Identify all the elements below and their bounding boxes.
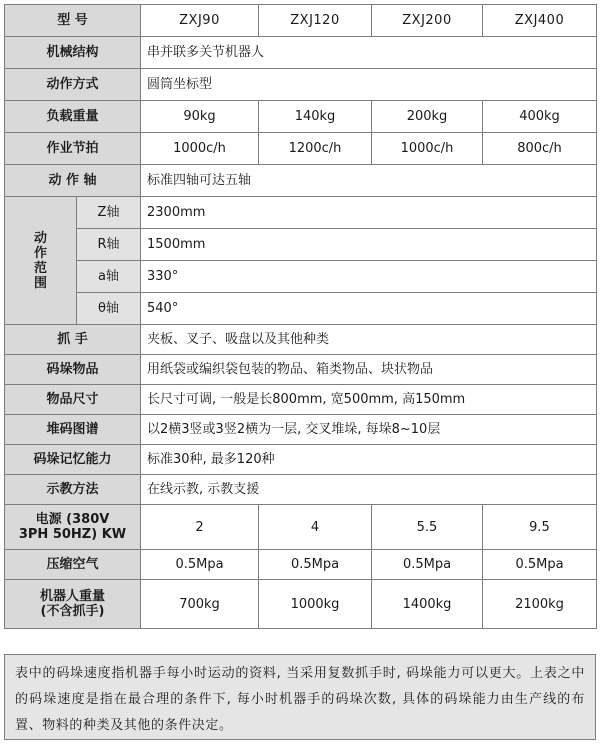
item-size-value: 长尺寸可调, 一般是长800mm, 宽500mm, 高150mm xyxy=(141,385,597,415)
z-axis-label: Z轴 xyxy=(77,197,141,229)
cycle-label: 作业节拍 xyxy=(5,133,141,165)
pattern-label: 堆码图谱 xyxy=(5,415,141,445)
power-label: 电源 (380V 3PH 50HZ) KW xyxy=(5,505,141,550)
payload-row xyxy=(5,101,597,133)
pattern-row xyxy=(5,415,597,445)
gripper-row xyxy=(5,325,597,355)
model-zxj200: ZXJ200 xyxy=(372,5,483,37)
power-row xyxy=(5,505,597,550)
structure-row xyxy=(5,37,597,69)
power-value: 4 xyxy=(259,505,372,550)
power-value: 9.5 xyxy=(483,505,597,550)
cycle-row xyxy=(5,133,597,165)
footnote: 表中的码垛速度指机器手每小时运动的资料, 当采用复数抓手时, 码垛能力可以更大。上表之中的码垛速度是指在最合理的条件下, 每小时机器手的码垛次数, 具体的码垛能力由生产线的布置、物料的种类及其他的条件决定。 xyxy=(4,654,596,740)
range-row xyxy=(5,197,597,229)
a-axis-value: 330° xyxy=(141,261,597,293)
cycle-value: 1200c/h xyxy=(259,133,372,165)
a-axis-label: a轴 xyxy=(77,261,141,293)
motion-mode-label: 动作方式 xyxy=(5,69,141,101)
air-value: 0.5Mpa xyxy=(259,550,372,580)
range-row xyxy=(5,293,597,325)
teaching-row xyxy=(5,475,597,505)
teaching-value: 在线示教, 示教支援 xyxy=(141,475,597,505)
model-label: 型 号 xyxy=(5,5,141,37)
payload-value: 140kg xyxy=(259,101,372,133)
air-value: 0.5Mpa xyxy=(372,550,483,580)
motion-mode-row xyxy=(5,69,597,101)
range-row xyxy=(5,229,597,261)
weight-row xyxy=(5,580,597,629)
model-zxj90: ZXJ90 xyxy=(141,5,259,37)
model-header-row xyxy=(5,5,597,37)
air-row xyxy=(5,550,597,580)
axes-value: 标准四轴可达五轴 xyxy=(141,165,597,197)
gripper-label: 抓 手 xyxy=(5,325,141,355)
axes-row xyxy=(5,165,597,197)
item-size-label: 物品尺寸 xyxy=(5,385,141,415)
memory-label: 码垛记忆能力 xyxy=(5,445,141,475)
air-value: 0.5Mpa xyxy=(141,550,259,580)
model-zxj120: ZXJ120 xyxy=(259,5,372,37)
z-axis-value: 2300mm xyxy=(141,197,597,229)
items-row xyxy=(5,355,597,385)
weight-value: 700kg xyxy=(141,580,259,629)
gripper-value: 夹板、叉子、吸盘以及其他种类 xyxy=(141,325,597,355)
r-axis-label: R轴 xyxy=(77,229,141,261)
axes-label: 动 作 轴 xyxy=(5,165,141,197)
items-label: 码垛物品 xyxy=(5,355,141,385)
theta-axis-label: θ轴 xyxy=(77,293,141,325)
air-label: 压缩空气 xyxy=(5,550,141,580)
memory-value: 标准30种, 最多120种 xyxy=(141,445,597,475)
cycle-value: 1000c/h xyxy=(141,133,259,165)
weight-label: 机器人重量 (不含抓手) xyxy=(5,580,141,629)
cycle-value: 1000c/h xyxy=(372,133,483,165)
r-axis-value: 1500mm xyxy=(141,229,597,261)
payload-value: 90kg xyxy=(141,101,259,133)
motion-range-label: 动 作 范 围 xyxy=(5,197,77,325)
motion-mode-value: 圆筒坐标型 xyxy=(141,69,597,101)
payload-value: 200kg xyxy=(372,101,483,133)
pattern-value: 以2横3竖或3竖2横为一层, 交叉堆垛, 每垛8~10层 xyxy=(141,415,597,445)
item-size-row xyxy=(5,385,597,415)
range-row xyxy=(5,261,597,293)
model-zxj400: ZXJ400 xyxy=(483,5,597,37)
memory-row xyxy=(5,445,597,475)
structure-label: 机械结构 xyxy=(5,37,141,69)
weight-value: 1400kg xyxy=(372,580,483,629)
teaching-label: 示教方法 xyxy=(5,475,141,505)
spec-table xyxy=(4,4,597,629)
air-value: 0.5Mpa xyxy=(483,550,597,580)
cycle-value: 800c/h xyxy=(483,133,597,165)
theta-axis-value: 540° xyxy=(141,293,597,325)
power-value: 5.5 xyxy=(372,505,483,550)
weight-value: 1000kg xyxy=(259,580,372,629)
items-value: 用纸袋或编织袋包装的物品、箱类物品、块状物品 xyxy=(141,355,597,385)
payload-label: 负载重量 xyxy=(5,101,141,133)
payload-value: 400kg xyxy=(483,101,597,133)
structure-value: 串并联多关节机器人 xyxy=(141,37,597,69)
weight-value: 2100kg xyxy=(483,580,597,629)
power-value: 2 xyxy=(141,505,259,550)
